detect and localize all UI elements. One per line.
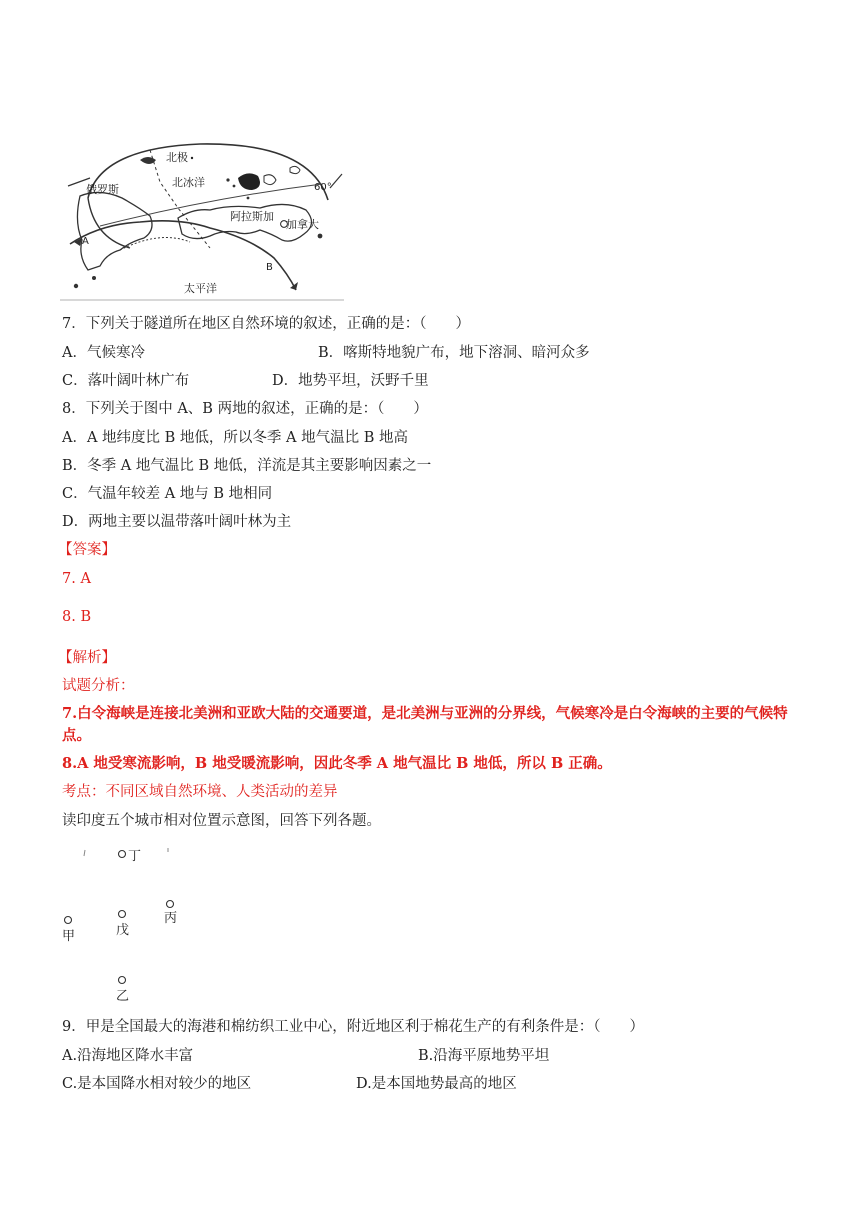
q9-option-c: C.是本国降水相对较少的地区 [62,1076,252,1092]
current-arrow [290,282,298,290]
india-cities-diagram [60,842,220,1012]
city-bing-label: 丙 [164,911,178,926]
island-dot [92,276,96,280]
label-russia: 俄罗斯 [86,183,119,196]
q7-stem: 7．下列关于隧道所在地区自然环境的叙述，正确的是：（ ） [62,316,470,332]
q7-option-c: C．落叶阔叶林广布 [62,373,190,389]
island-dot [318,234,323,239]
city-ding-label: 丁 [128,849,142,864]
label-latitude-60: 60° [314,182,332,193]
projection-arc [88,144,328,200]
edge-line-right [330,174,342,188]
q9-option-b: B.沿海平原地势平坦 [418,1048,550,1064]
q8-stem: 8．下列关于图中 A、B 两地的叙述，正确的是：（ ） [62,401,428,417]
city-wu-label: 戊 [116,923,130,938]
city-yi-marker [119,977,126,984]
analysis-heading: 【解析】 [58,650,116,666]
answer-8: 8. B [62,609,92,625]
label-pacific: 太平洋 [184,282,217,295]
read-prompt: 读印度五个城市相对位置示意图，回答下列各题。 [62,813,381,829]
island-dot [74,284,78,288]
analysis-intro: 试题分析： [62,678,135,694]
analysis-q7: 7.白令海峡是连接北美洲和亚欧大陆的交通要道，是北美洲与亚洲的分界线，气候寒冷是白令海峡的主要的气候特点。 [62,705,788,744]
answer-heading: 【答案】 [58,542,116,558]
label-north-pole: 北极 [166,151,188,164]
city-bing-marker [167,901,174,908]
city-jia-label: 甲 [62,929,76,944]
q9-option-a: A.沿海地区降水丰富 [62,1048,194,1064]
label-canada: 加拿大 [286,218,319,231]
city-yi-label: 乙 [116,989,130,1004]
q7-option-b: B．喀斯特地貌广布，地下溶洞、暗河众多 [318,345,590,361]
label-point-b: B [266,262,273,273]
arctic-island-large [238,173,260,190]
island-dot [247,197,250,200]
analysis-kaodian: 考点：不同区域自然环境、人类活动的差异 [62,784,338,800]
arctic-island-2 [264,175,276,185]
date-line [150,150,210,248]
label-alaska: 阿拉斯加 [230,210,274,223]
bering-strait-map [60,138,344,302]
q8-option-a: A．A 地纬度比 B 地低，所以冬季 A 地气温比 B 地高 [62,430,408,446]
q7-option-a: A．气候寒冷 [62,345,145,361]
city-ding-marker [119,851,126,858]
q8-option-d: D．两地主要以温带落叶阔叶林为主 [62,514,292,530]
label-arctic-ocean: 北冰洋 [172,176,205,189]
label-point-a: A [82,236,89,247]
arctic-island-3 [290,166,300,173]
city-jia-marker [65,917,72,924]
q7-option-d: D．地势平坦，沃野千里 [272,373,429,389]
q8-option-b: B．冬季 A 地气温比 B 地低，洋流是其主要影响因素之一 [62,458,432,474]
q8-option-c: C．气温年较差 A 地与 B 地相同 [62,486,273,502]
pole-dot [191,157,193,159]
cities-drawing [60,842,220,1012]
island-dot [226,178,229,181]
city-wu-marker [119,911,126,918]
analysis-q8: 8.A 地受寒流影响，B 地受暖流影响，因此冬季 A 地气温比 B 地低，所以 B 正确。 [62,755,612,772]
map-drawing [60,138,344,302]
scan-mark [84,850,85,856]
answer-7: 7. A [62,571,91,587]
island-dot [233,185,236,188]
q9-option-d: D.是本国地势最高的地区 [356,1076,517,1092]
q9-stem: 9．甲是全国最大的海港和棉纺织工业中心，附近地区利于棉花生产的有利条件是：（ ） [62,1019,644,1035]
